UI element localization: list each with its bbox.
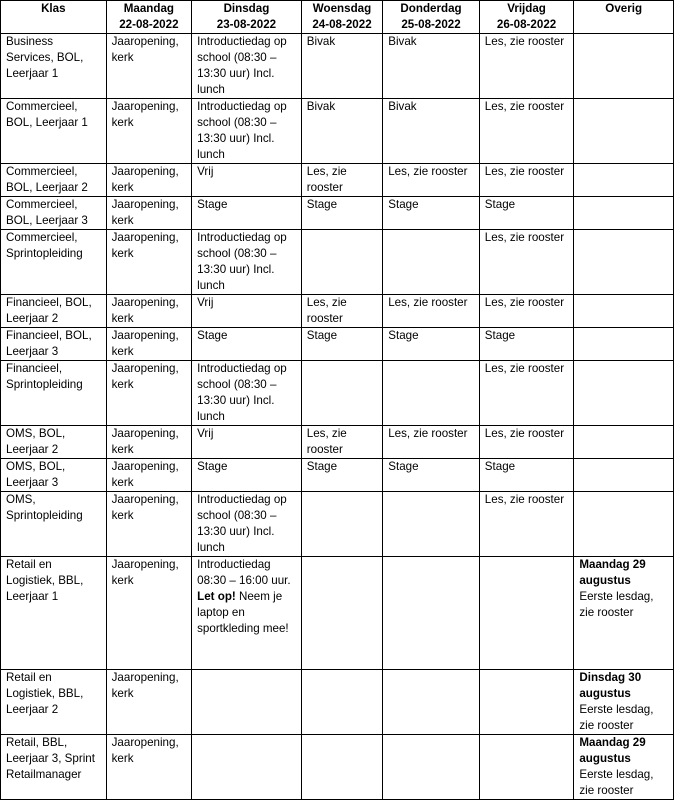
cell-dinsdag (192, 426, 302, 459)
cell-vrijdag (479, 230, 574, 295)
cell-vrijdag-text: Les, zie rooster (484, 493, 565, 506)
cell-klas (1, 670, 107, 735)
cell-donderdag-text: Bivak (388, 100, 417, 113)
cell-klas-text: Business Services, BOL, Leerjaar 1 (6, 35, 84, 80)
table-row (1, 557, 674, 670)
cell-woensdag-text: Les, zie rooster (306, 165, 347, 194)
cell-maandag (106, 328, 192, 361)
cell-donderdag-text: Stage (388, 329, 419, 342)
cell-klas-text: Retail en Logistiek, BBL, Leerjaar 2 (6, 671, 84, 716)
cell-maandag (106, 295, 192, 328)
header-klas (1, 1, 107, 34)
table-row (1, 735, 674, 800)
cell-woensdag (301, 492, 382, 557)
cell-donderdag (383, 557, 480, 670)
cell-klas (1, 295, 107, 328)
table-row (1, 197, 674, 230)
cell-klas-text: OMS, BOL, Leerjaar 2 (6, 427, 66, 456)
cell-maandag (106, 557, 192, 670)
cell-vrijdag-text: Les, zie rooster (484, 427, 565, 440)
cell-maandag-text: Jaaropening, kerk (111, 231, 179, 260)
cell-overig (574, 197, 674, 230)
header-vrijdag (479, 1, 574, 34)
cell-woensdag (301, 34, 382, 99)
cell-dinsdag (192, 295, 302, 328)
cell-overig (574, 230, 674, 295)
table-row (1, 361, 674, 426)
cell-vrijdag (479, 492, 574, 557)
cell-vrijdag-text: Stage (484, 460, 516, 473)
cell-donderdag-text: Stage (388, 198, 419, 211)
cell-donderdag-text: Bivak (388, 35, 417, 48)
cell-vrijdag-text: Stage (484, 329, 516, 342)
table-row (1, 99, 674, 164)
cell-vrijdag (479, 735, 574, 800)
table-body (1, 34, 674, 800)
cell-maandag (106, 164, 192, 197)
cell-dinsdag (192, 492, 302, 557)
table-row (1, 34, 674, 99)
cell-donderdag (383, 164, 480, 197)
cell-maandag (106, 99, 192, 164)
table-row (1, 328, 674, 361)
cell-klas (1, 197, 107, 230)
table-row (1, 295, 674, 328)
cell-donderdag (383, 459, 480, 492)
cell-maandag-text: Jaaropening, kerk (111, 329, 179, 358)
cell-donderdag (383, 426, 480, 459)
header-day-label: Woensdag (312, 2, 372, 15)
header-donderdag (383, 1, 480, 34)
cell-dinsdag-note: Neem je laptop en sportkleding mee! (197, 590, 289, 635)
cell-maandag-text: Jaaropening, kerk (111, 198, 179, 227)
cell-woensdag-text: Bivak (306, 35, 336, 48)
header-day-label: Overig (605, 2, 643, 15)
cell-overig-date: Maandag 29 augustus (579, 736, 646, 765)
cell-maandag (106, 426, 192, 459)
table-row (1, 164, 674, 197)
cell-dinsdag (192, 197, 302, 230)
cell-dinsdag-text: Stage (197, 460, 228, 473)
cell-donderdag (383, 328, 480, 361)
cell-klas-text: OMS, Sprintopleiding (6, 493, 83, 522)
cell-overig (574, 426, 674, 459)
cell-klas (1, 328, 107, 361)
cell-overig (574, 459, 674, 492)
cell-dinsdag (192, 459, 302, 492)
cell-overig (574, 670, 674, 735)
cell-woensdag (301, 328, 382, 361)
cell-woensdag (301, 670, 382, 735)
cell-woensdag (301, 230, 382, 295)
cell-klas-text: Commercieel, Sprintopleiding (6, 231, 83, 260)
cell-maandag (106, 34, 192, 99)
cell-klas-text: Commercieel, BOL, Leerjaar 1 (6, 100, 88, 129)
table-row (1, 492, 674, 557)
cell-dinsdag (192, 557, 302, 670)
cell-klas-text: Retail, BBL, Leerjaar 3, Sprint Retailmanager (6, 736, 95, 781)
table-row (1, 230, 674, 295)
cell-vrijdag (479, 459, 574, 492)
cell-vrijdag (479, 328, 574, 361)
cell-donderdag (383, 197, 480, 230)
cell-maandag-text: Jaaropening, kerk (111, 671, 179, 700)
cell-dinsdag-text: Introductiedag 08:30 – 16:00 uur. (197, 558, 291, 587)
cell-dinsdag-text: Introductiedag op school (08:30 – 13:30 uur) Incl. lunch (197, 35, 287, 96)
header-date-label: 23-08-2022 (216, 18, 277, 31)
cell-woensdag (301, 99, 382, 164)
cell-dinsdag (192, 328, 302, 361)
cell-klas (1, 459, 107, 492)
cell-dinsdag-warning: Let op! (197, 590, 236, 603)
cell-dinsdag-text: Introductiedag op school (08:30 – 13:30 uur) Incl. lunch (197, 231, 287, 292)
cell-klas (1, 492, 107, 557)
cell-maandag-text: Jaaropening, kerk (111, 460, 179, 489)
cell-maandag-text: Jaaropening, kerk (111, 493, 179, 522)
cell-vrijdag-text: Les, zie rooster (484, 165, 565, 178)
cell-donderdag (383, 295, 480, 328)
cell-overig-date: Maandag 29 augustus (579, 558, 646, 587)
cell-klas-text: Retail en Logistiek, BBL, Leerjaar 1 (6, 558, 84, 603)
cell-woensdag (301, 426, 382, 459)
cell-vrijdag (479, 99, 574, 164)
cell-woensdag (301, 735, 382, 800)
cell-dinsdag (192, 670, 302, 735)
cell-vrijdag-text: Les, zie rooster (484, 296, 565, 309)
cell-maandag-text: Jaaropening, kerk (111, 736, 179, 765)
header-maandag (106, 1, 192, 34)
cell-overig (574, 164, 674, 197)
header-day-label: Dinsdag (223, 2, 270, 15)
cell-woensdag-text: Les, zie rooster (306, 296, 347, 325)
cell-vrijdag (479, 557, 574, 670)
cell-dinsdag-text: Introductiedag op school (08:30 – 13:30 uur) Incl. lunch (197, 493, 287, 554)
cell-vrijdag (479, 197, 574, 230)
cell-vrijdag (479, 164, 574, 197)
cell-klas-text: Commercieel, BOL, Leerjaar 3 (6, 198, 88, 227)
cell-dinsdag-text: Vrij (197, 165, 214, 178)
cell-vrijdag-text: Les, zie rooster (484, 231, 565, 244)
header-date-label: 26-08-2022 (496, 18, 557, 31)
cell-klas-text: Financieel, BOL, Leerjaar 3 (6, 329, 92, 358)
cell-klas-text: OMS, BOL, Leerjaar 3 (6, 460, 66, 489)
cell-klas (1, 230, 107, 295)
cell-vrijdag (479, 361, 574, 426)
cell-woensdag (301, 557, 382, 670)
cell-vrijdag-text: Les, zie rooster (484, 35, 565, 48)
cell-overig (574, 735, 674, 800)
cell-overig (574, 492, 674, 557)
cell-klas (1, 426, 107, 459)
cell-woensdag-text: Stage (306, 329, 338, 342)
cell-vrijdag-text: Les, zie rooster (484, 100, 565, 113)
cell-woensdag-text: Stage (306, 460, 338, 473)
cell-klas-text: Financieel, Sprintopleiding (6, 362, 83, 391)
cell-woensdag (301, 164, 382, 197)
cell-donderdag (383, 670, 480, 735)
cell-maandag-text: Jaaropening, kerk (111, 296, 179, 325)
cell-dinsdag (192, 99, 302, 164)
table-row (1, 426, 674, 459)
cell-maandag (106, 459, 192, 492)
cell-maandag-text: Jaaropening, kerk (111, 100, 179, 129)
cell-woensdag (301, 295, 382, 328)
cell-donderdag-text: Stage (388, 460, 419, 473)
cell-dinsdag (192, 361, 302, 426)
cell-dinsdag-text: Stage (197, 329, 228, 342)
header-day-label: Maandag (123, 2, 174, 15)
header-day-label: Donderdag (400, 2, 462, 15)
cell-maandag (106, 492, 192, 557)
cell-overig (574, 295, 674, 328)
cell-vrijdag-text: Les, zie rooster (484, 362, 565, 375)
cell-maandag (106, 230, 192, 295)
cell-maandag-text: Jaaropening, kerk (111, 35, 179, 64)
cell-woensdag-text: Stage (306, 198, 338, 211)
header-overig (574, 1, 674, 34)
cell-maandag-text: Jaaropening, kerk (111, 165, 179, 194)
header-dinsdag (192, 1, 302, 34)
header-day-label: Klas (41, 2, 66, 15)
cell-dinsdag (192, 34, 302, 99)
cell-overig-date: Dinsdag 30 augustus (579, 671, 642, 700)
header-row (1, 1, 674, 34)
cell-donderdag (383, 492, 480, 557)
cell-maandag (106, 670, 192, 735)
cell-dinsdag-text: Introductiedag op school (08:30 – 13:30 uur) Incl. lunch (197, 100, 287, 161)
cell-donderdag (383, 230, 480, 295)
cell-klas (1, 99, 107, 164)
cell-woensdag-text: Les, zie rooster (306, 427, 347, 456)
cell-donderdag (383, 361, 480, 426)
cell-klas (1, 164, 107, 197)
header-date-label: 24-08-2022 (312, 18, 372, 31)
cell-overig (574, 99, 674, 164)
cell-overig (574, 361, 674, 426)
cell-dinsdag-text: Stage (197, 198, 228, 211)
cell-overig (574, 328, 674, 361)
cell-maandag (106, 735, 192, 800)
cell-overig-text: Eerste lesdag, zie rooster (579, 703, 654, 732)
header-date-label: 25-08-2022 (401, 18, 461, 31)
cell-woensdag (301, 361, 382, 426)
cell-klas (1, 557, 107, 670)
header-day-label: Vrijdag (507, 2, 546, 15)
cell-overig (574, 34, 674, 99)
cell-dinsdag-text: Vrij (197, 296, 214, 309)
cell-maandag-text: Jaaropening, kerk (111, 362, 179, 391)
cell-klas-text: Commercieel, BOL, Leerjaar 2 (6, 165, 88, 194)
cell-donderdag (383, 99, 480, 164)
table-header (1, 1, 674, 34)
cell-woensdag-text: Bivak (306, 100, 336, 113)
cell-klas (1, 34, 107, 99)
cell-donderdag-text: Les, zie rooster (388, 427, 468, 440)
cell-dinsdag-text: Introductiedag op school (08:30 – 13:30 uur) Incl. lunch (197, 362, 287, 423)
cell-overig-text: Eerste lesdag, zie rooster (579, 768, 654, 797)
cell-maandag-text: Jaaropening, kerk (111, 427, 179, 456)
cell-overig-text: Eerste lesdag, zie rooster (579, 590, 654, 619)
cell-donderdag (383, 34, 480, 99)
cell-vrijdag (479, 295, 574, 328)
cell-overig (574, 557, 674, 670)
cell-donderdag-text: Les, zie rooster (388, 165, 468, 178)
table-row (1, 459, 674, 492)
cell-dinsdag (192, 164, 302, 197)
cell-vrijdag (479, 426, 574, 459)
cell-dinsdag (192, 230, 302, 295)
cell-dinsdag-text: Vrij (197, 427, 214, 440)
cell-woensdag (301, 197, 382, 230)
cell-donderdag-text: Les, zie rooster (388, 296, 468, 309)
cell-klas-text: Financieel, BOL, Leerjaar 2 (6, 296, 92, 325)
table-row (1, 670, 674, 735)
cell-vrijdag (479, 670, 574, 735)
cell-klas (1, 735, 107, 800)
cell-woensdag (301, 459, 382, 492)
cell-vrijdag-text: Stage (484, 198, 516, 211)
header-woensdag (301, 1, 382, 34)
cell-maandag (106, 197, 192, 230)
cell-donderdag (383, 735, 480, 800)
cell-maandag (106, 361, 192, 426)
cell-maandag-text: Jaaropening, kerk (111, 558, 179, 587)
cell-vrijdag (479, 34, 574, 99)
cell-dinsdag (192, 735, 302, 800)
cell-klas (1, 361, 107, 426)
header-date-label: 22-08-2022 (119, 18, 179, 31)
